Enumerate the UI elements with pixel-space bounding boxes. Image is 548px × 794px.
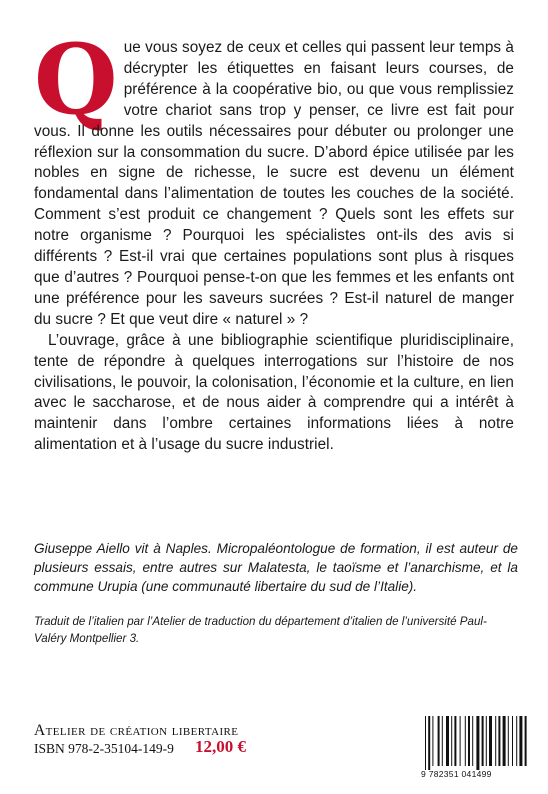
- blurb-paragraph-1: [34, 23, 514, 331]
- barcode-icon: [421, 716, 529, 772]
- barcode-bar: [460, 716, 461, 766]
- barcode-bar: [425, 716, 426, 770]
- isbn: ISBN 978-2-35104-149-9: [34, 741, 174, 756]
- barcode-bar: [503, 716, 506, 766]
- barcode-bar: [468, 716, 470, 766]
- barcode-bar: [472, 716, 473, 766]
- barcode-bar: [438, 716, 440, 766]
- barcode-bar: [442, 716, 443, 766]
- barcode-bar: [482, 716, 484, 766]
- barcode-bar: [519, 716, 522, 766]
- price: 12,00 €: [195, 737, 246, 756]
- barcode-bar: [516, 716, 517, 766]
- translation-note: Traduit de l’italien par l’Atelier de traduction du département d’italien de l’université Paul-Valéry Montpellier 3.: [34, 615, 487, 645]
- barcode-bar: [451, 716, 452, 766]
- blurb: [34, 23, 514, 456]
- blurb-paragraph-2: L’ouvrage, grâce à une bibliographie scientifique pluridisciplinaire, tente de répondre à quelques interrogations sur l’histoire de nos civilisations, le pouvoir, la colonisation, l’économie et la culture, en lien avec le saccharose, et de nous aider à comprendre qui a intérêt à maintenir dans l’ombre certaines informations liées à notre alimentation et à l’usage du sucre industriel.: [34, 331, 514, 454]
- barcode-bar: [498, 716, 500, 766]
- barcode-bar: [525, 716, 527, 766]
- barcode-bar: [486, 716, 487, 766]
- barcode-bar: [432, 716, 433, 766]
- barcode-bar: [512, 716, 513, 766]
- barcode-bar: [428, 716, 430, 770]
- barcode-bar: [465, 716, 466, 766]
- barcode-bar: [446, 716, 449, 766]
- publisher-name: Atelier de création libertaire: [34, 722, 239, 739]
- barcode-bar: [489, 716, 492, 766]
- barcode-bar: [495, 716, 496, 766]
- barcode-digits: 9 782351 041499: [421, 769, 492, 779]
- author-bio: Giuseppe Aiello vit à Naples. Micropaléontologue de formation, il est auteur de plusieurs essais, entre autres sur Malatesta, le taoïsme et l’anarchisme, et la commune Urupia (une communauté libertaire du sud de l’Italie).: [34, 541, 518, 594]
- barcode-bar: [476, 716, 479, 770]
- barcode-bar: [508, 716, 509, 766]
- drop-cap: Q: [34, 23, 118, 136]
- barcode-bar: [454, 716, 456, 766]
- blurb-paragraph-1-text: ue vous soyez de ceux et celles qui passent leur temps à décrypter les étiquettes en faisant leurs courses, de préférence à la coopérative bio, ou que vous remplissiez votre chariot sans trop y penser, ce livre est fait pour vous. Il donne les outils nécessaires pour débuter ou prolonger une réflexion sur la consommation du sucre. D’abord épice utilisée par les nobles en signe de richesse, le sucre est devenu un élément fondamental dans l’alimentation de toutes les couches de la société. Comment s’est produit ce changement ? Quels sont les effets sur notre organisme ? Pourquoi les spécialistes ont-ils des avis si différents ? Est-il vrai que certaines populations sont plus à risques que d’autres ? Pourquoi pense-t-on que les femmes et les enfants ont une préférence pour les saveurs sucrées ? Est-il naturel de manger du sucre ? Et que veut dire « naturel » ?: [34, 39, 514, 328]
- barcode-graphic: [421, 716, 529, 772]
